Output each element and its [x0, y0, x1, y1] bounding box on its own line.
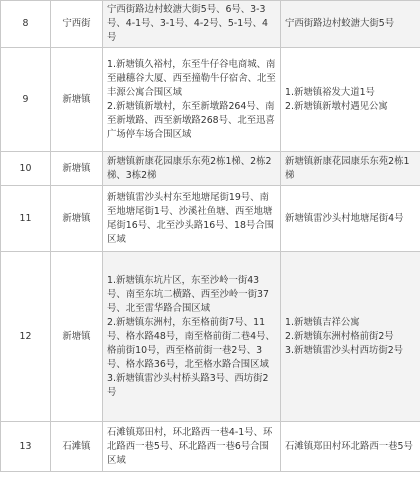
- scope-line: 1.新塘镇东坑片区，东至沙岭一街43号、南至东坑二横路、西至沙岭一街37号、北至雷华路合围区域: [107, 274, 269, 314]
- site-address: [281, 48, 420, 152]
- site-line: 石滩镇郑田村环北路西一巷5号: [285, 440, 413, 452]
- town-name: 石滩镇: [51, 422, 103, 472]
- table-row: [1, 152, 420, 186]
- area-scope: [103, 422, 281, 472]
- area-scope: [103, 1, 281, 48]
- town-name: 宁西街: [51, 1, 103, 48]
- town-name: 新塘镇: [51, 186, 103, 252]
- site-address: [281, 1, 420, 48]
- site-address: [281, 252, 420, 422]
- area-scope: [103, 152, 281, 186]
- area-scope: [103, 252, 281, 422]
- site-line: 新塘镇新康花园康乐东苑2栋1梯: [285, 155, 410, 181]
- scope-line: 新塘镇新康花园康乐东苑2栋1梯、2栋2梯、3栋2梯: [107, 155, 272, 181]
- site-address: [281, 152, 420, 186]
- site-address: [281, 422, 420, 472]
- town-name: 新塘镇: [51, 152, 103, 186]
- scope-line: 1.新塘镇久裕村，东至牛仔谷电商城、南至融穗谷大厦、西至撞勒牛仔宿舍、北至丰源公寓合围区域: [107, 58, 276, 98]
- scope-line: 2.新塘镇新墩村，东至新墩路264号、南至新墩路、西至新墩路268号、北至迅喜广场停车场合围区域: [107, 100, 275, 140]
- scope-line: 石滩镇郑田村，环北路西一巷4-1号、环北路西一巷5号、环北路西一巷6号合围区域: [107, 426, 273, 466]
- site-line: 2.新塘镇东洲村格前街2号: [285, 330, 394, 342]
- table-row: [1, 48, 420, 152]
- row-number: 12: [1, 252, 51, 422]
- site-line: 新塘镇雷沙头村地塘尾街4号: [285, 212, 404, 224]
- site-line: 宁西街路边村蛟溏大街5号: [285, 18, 395, 29]
- table-row: [1, 252, 420, 422]
- site-address: [281, 186, 420, 252]
- row-number: 9: [1, 48, 51, 152]
- row-number: 11: [1, 186, 51, 252]
- row-number: 10: [1, 152, 51, 186]
- row-number: 8: [1, 1, 51, 48]
- area-scope: [103, 186, 281, 252]
- scope-line: 2.新塘镇东洲村，东至格前街7号、11号、格水路48号，南至格前街二巷4号、格前街10号，西至格前街一巷2号、3号、格水路36号，北至格水路合围区域: [107, 316, 275, 370]
- site-line: 3.新塘镇雷沙头村西坊街2号: [285, 344, 404, 356]
- town-name: 新塘镇: [51, 48, 103, 152]
- site-line: 1.新塘镇吉祥公寓: [285, 316, 360, 328]
- scope-line: 3.新塘镇雷沙头村桥头路3号、西坊街2号: [107, 372, 269, 398]
- scope-line: 宁西街路边村蛟溏大街5号、6号、3-3号、4-1号、3-1号、4-2号、5-1号、4号: [107, 4, 268, 43]
- row-number: 13: [1, 422, 51, 472]
- site-line: 2.新塘镇新墩村遇见公寓: [285, 100, 388, 112]
- table-row: [1, 186, 420, 252]
- table-row: [1, 1, 420, 48]
- area-scope: [103, 48, 281, 152]
- site-line: 1.新塘镇裕发大道1号: [285, 86, 375, 98]
- scope-line: 新塘镇雷沙头村东至地塘尾街19号、南至地塘尾街1号、沙溪社鱼塘、西至地塘尾街16号、北至沙头路16号、18号合围区域: [107, 191, 275, 245]
- town-name: 新塘镇: [51, 252, 103, 422]
- table-row: [1, 422, 420, 472]
